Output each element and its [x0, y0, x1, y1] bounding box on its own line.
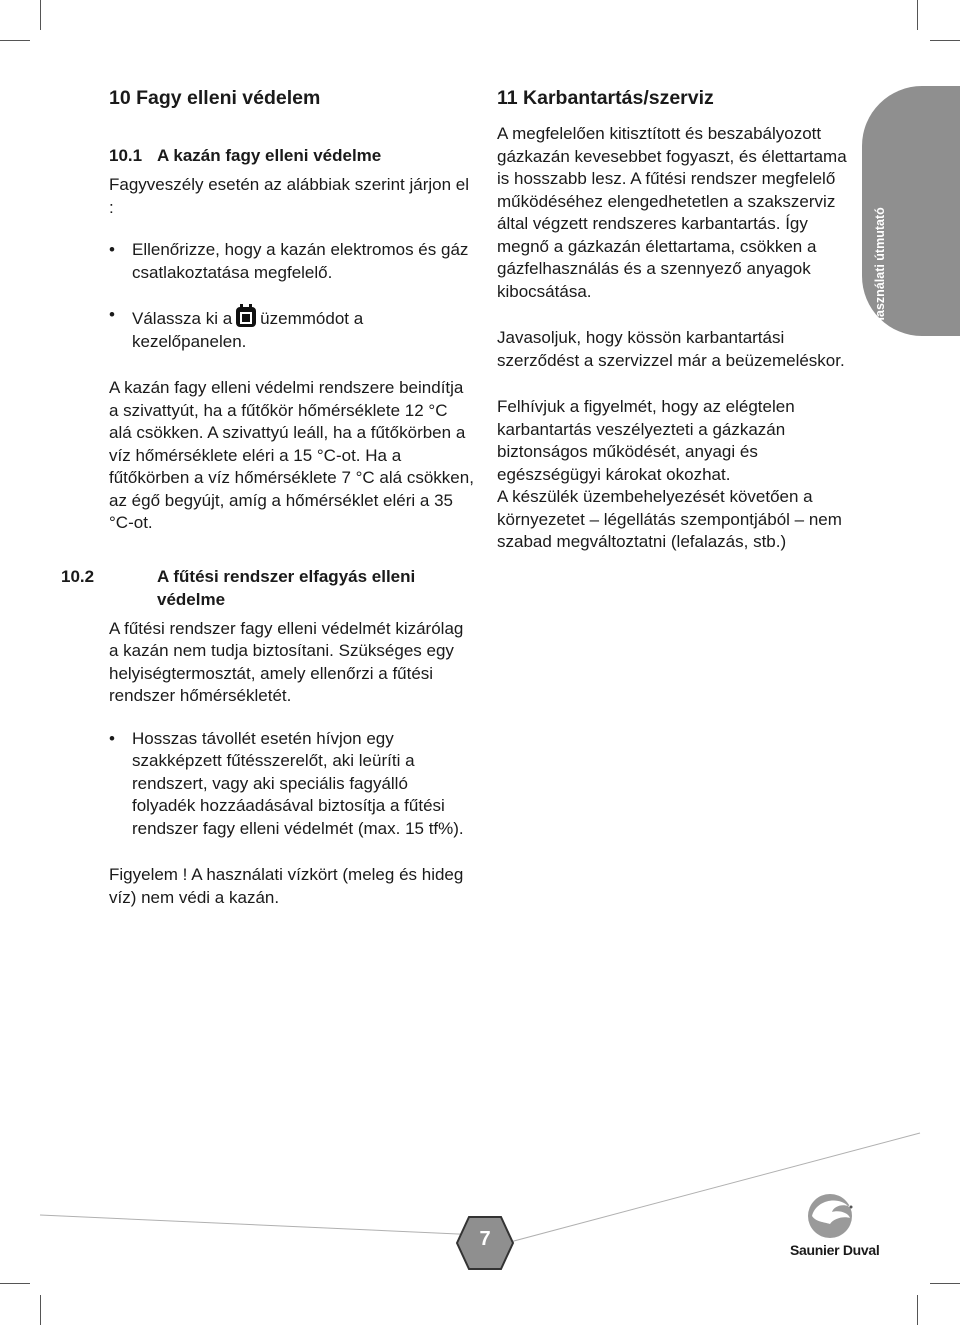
page-number: 7 [479, 1228, 491, 1250]
bullet-list-1 [109, 239, 474, 353]
right-column [497, 86, 857, 554]
section-10-1-number: 10.1 [109, 146, 143, 165]
list-item [109, 304, 474, 353]
maintenance-paragraph-4: A készülék üzembehelyezését követően a környezetet – légellátás szempontjából – nem szabad megváltoztatni (lefalazás, stb.) [497, 487, 842, 551]
list-item-text: Hosszas távollét esetén hívjon egy szakképzett fűtésszerelőt, aki leüríti a rendszert, vagy aki speciális fagyálló folyadék hozzáadásával biztosítja a fűtési rendszer fagy elleni védelmét (max. 15 tf%). [132, 728, 464, 838]
maintenance-paragraph-1: A megfelelően kitisztított és beszabályozott gázkazán kevesebbet fogyaszt, és élettartama is hosszabb lesz. A fűtési rendszer megfelelő működéséhez elengedhetetlen a szakszerviz által végzett rendszeres karbantartás. Így megnő a gázkazán élettartama, csökken a gázfelhasználás és a szennyező anyagok kibocsátása. [497, 124, 847, 301]
section-10-2-number: 10.2 [61, 566, 95, 586]
brand-name: Saunier Duval [790, 1242, 880, 1258]
section-10-1-heading [109, 144, 474, 167]
bullet: • [109, 305, 115, 324]
left-column [61, 86, 474, 909]
section-10-1-intro: Fagyveszély esetén az alábbiak szerint járjon el : [109, 175, 470, 217]
saunier-duval-bird-logo-icon [804, 1188, 862, 1240]
section-10-title: 10 Fagy elleni védelem [109, 87, 321, 109]
list-item [109, 728, 474, 841]
section-10-1-title: A kazán fagy elleni védelme [157, 146, 382, 165]
section-10-2-body: A fűtési rendszer fagy elleni védelmét kizárólag a kazán nem tudja biztosítani. Szükséges egy helyiségtermosztát, amely ellenőrzi a fűtési rendszer hőmérsékletét. [109, 618, 464, 705]
list-item-text: Ellenőrizze, hogy a kazán elektromos és gáz csatlakoztatása megfelelő. [132, 240, 469, 282]
section-10-2-heading [61, 565, 474, 611]
winter-mode-icon [235, 304, 257, 328]
bullet: • [109, 240, 115, 259]
list-item [109, 239, 474, 284]
section-10-2-title: A fűtési rendszer elfagyás elleni védelme [157, 566, 416, 609]
warning-note: Figyelem ! A használati vízkört (meleg és hideg víz) nem védi a kazán. [109, 865, 464, 907]
bullet-list-2 [109, 728, 474, 841]
maintenance-paragraph-2: Javasoljuk, hogy kössön karbantartási szerződést a szervizzel már a beüzemeléskor. [497, 328, 845, 370]
section-10-1-body: A kazán fagy elleni védelmi rendszere beindítja a szivattyút, ha a fűtőkör hőmérséklete 12 °C alá csökken. A szivattyú leáll, ha a fűtőkörben a víz hőmérséklete eléri a 15 °C-ot. Ha a fűtőkörben a víz hőmérséklete 7 °C alá csökken, az égő begyújt, amíg a hőmérséklet eléri a 35 °C-ot. [109, 378, 474, 532]
section-11-title: 11 Karbantartás/szerviz [497, 87, 714, 109]
list-item-text-post: üzemmódot a kezelőpanelen. [132, 309, 364, 351]
list-item-text-pre: Válassza ki a [132, 309, 233, 328]
side-tab-label: Használati útmutató [873, 207, 887, 326]
maintenance-paragraph-3: Felhívjuk a figyelmét, hogy az elégtelen karbantartás veszélyezteti a gázkazán biztonságos működését, anyagi és egészségügyi károkat okozhat. [497, 397, 795, 484]
bullet: • [109, 728, 115, 748]
